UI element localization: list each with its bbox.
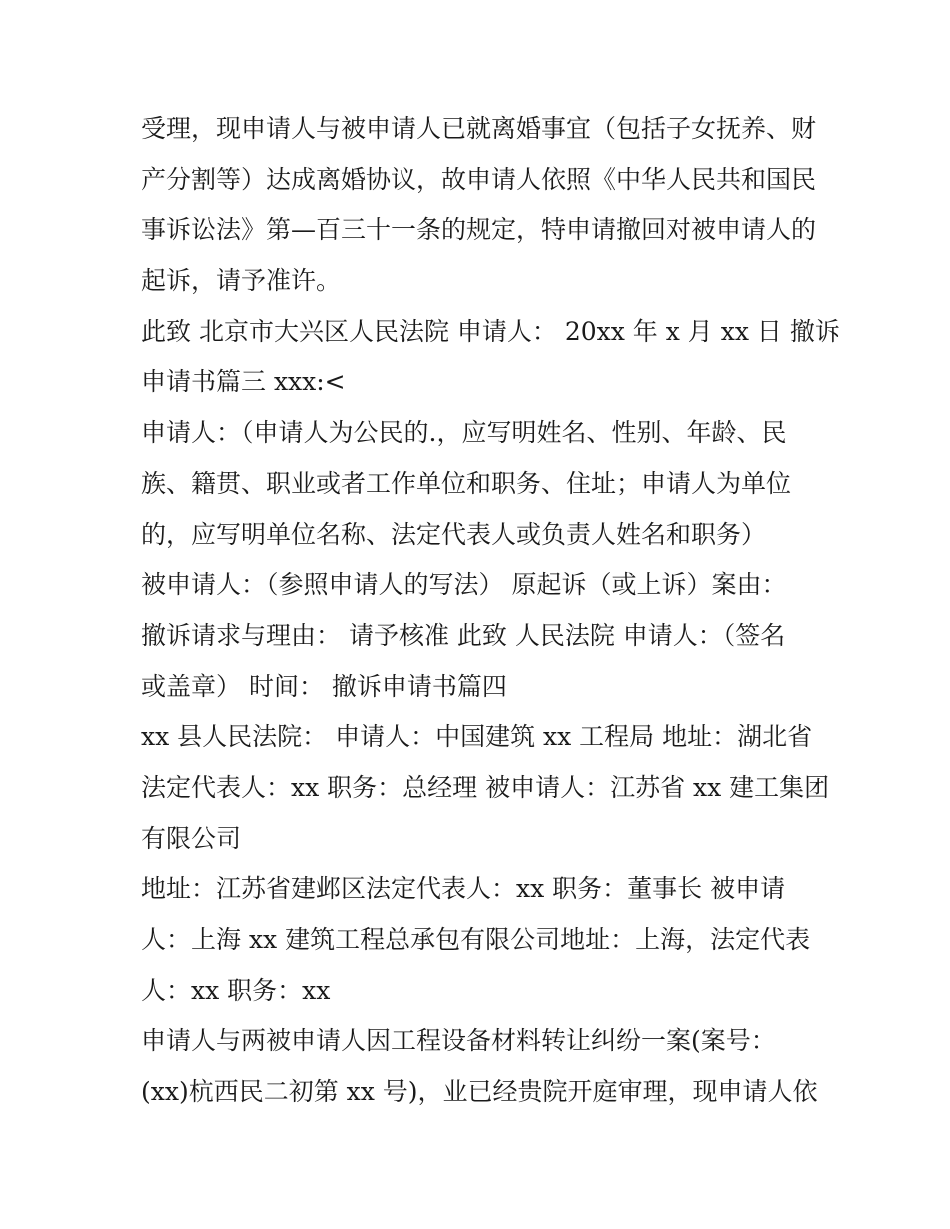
text-line: (xx)杭西民二初第 xx 号)，业已经贵院开庭审理，现申请人依 (141, 1077, 818, 1107)
text-line: 被申请人：（参照申请人的写法） 原起诉（或上诉）案由： (141, 570, 787, 600)
text-line: 申请书篇三 xxx:< (141, 367, 346, 397)
text-line: xx 县人民法院： 申请人：中国建筑 xx 工程局 地址：湖北省 (141, 722, 813, 752)
text-line: 申请人与两被申请人因工程设备材料转让纠纷一案(案号： (141, 1026, 776, 1056)
text-line: 撤诉请求与理由： 请予核准 此致 人民法院 申请人：（签名 (141, 620, 786, 650)
text-line: 人：xx 职务：xx (141, 975, 331, 1005)
text-line: 产分割等）达成离婚协议，故申请人依照《中华人民共和国民 (141, 164, 817, 194)
text-line: 起诉，请予准许。 (141, 266, 342, 296)
text-line: 或盖章） 时间： 撤诉申请书篇四 (141, 671, 507, 701)
text-line: 申请人：（申请人为公民的.，应写明姓名、性别、年龄、民 (141, 418, 787, 448)
text-line: 地址：江苏省建邺区法定代表人：xx 职务：董事长 被申请 (141, 874, 786, 904)
text-line: 事诉讼法》第—百三十一条的规定，特申请撤回对被申请人的 (141, 215, 817, 245)
text-line: 的，应写明单位名称、法定代表人或负责人姓名和职务） (141, 519, 767, 549)
text-line: 有限公司 (141, 823, 242, 853)
document-body (141, 104, 840, 1118)
text-line: 法定代表人：xx 职务：总经理 被申请人：江苏省 xx 建工集团 (141, 772, 830, 802)
text-line: 受理，现申请人与被申请人已就离婚事宜（包括子女抚养、财 (141, 114, 817, 143)
text-line: 人：上海 xx 建筑工程总承包有限公司地址：上海，法定代表 (141, 925, 811, 954)
text-line: 族、籍贯、职业或者工作单位和职务、住址；申请人为单位 (141, 468, 792, 498)
text-line: 此致 北京市大兴区人民法院 申请人： 20xx 年 x 月 xx 日 撤诉 (141, 316, 840, 346)
